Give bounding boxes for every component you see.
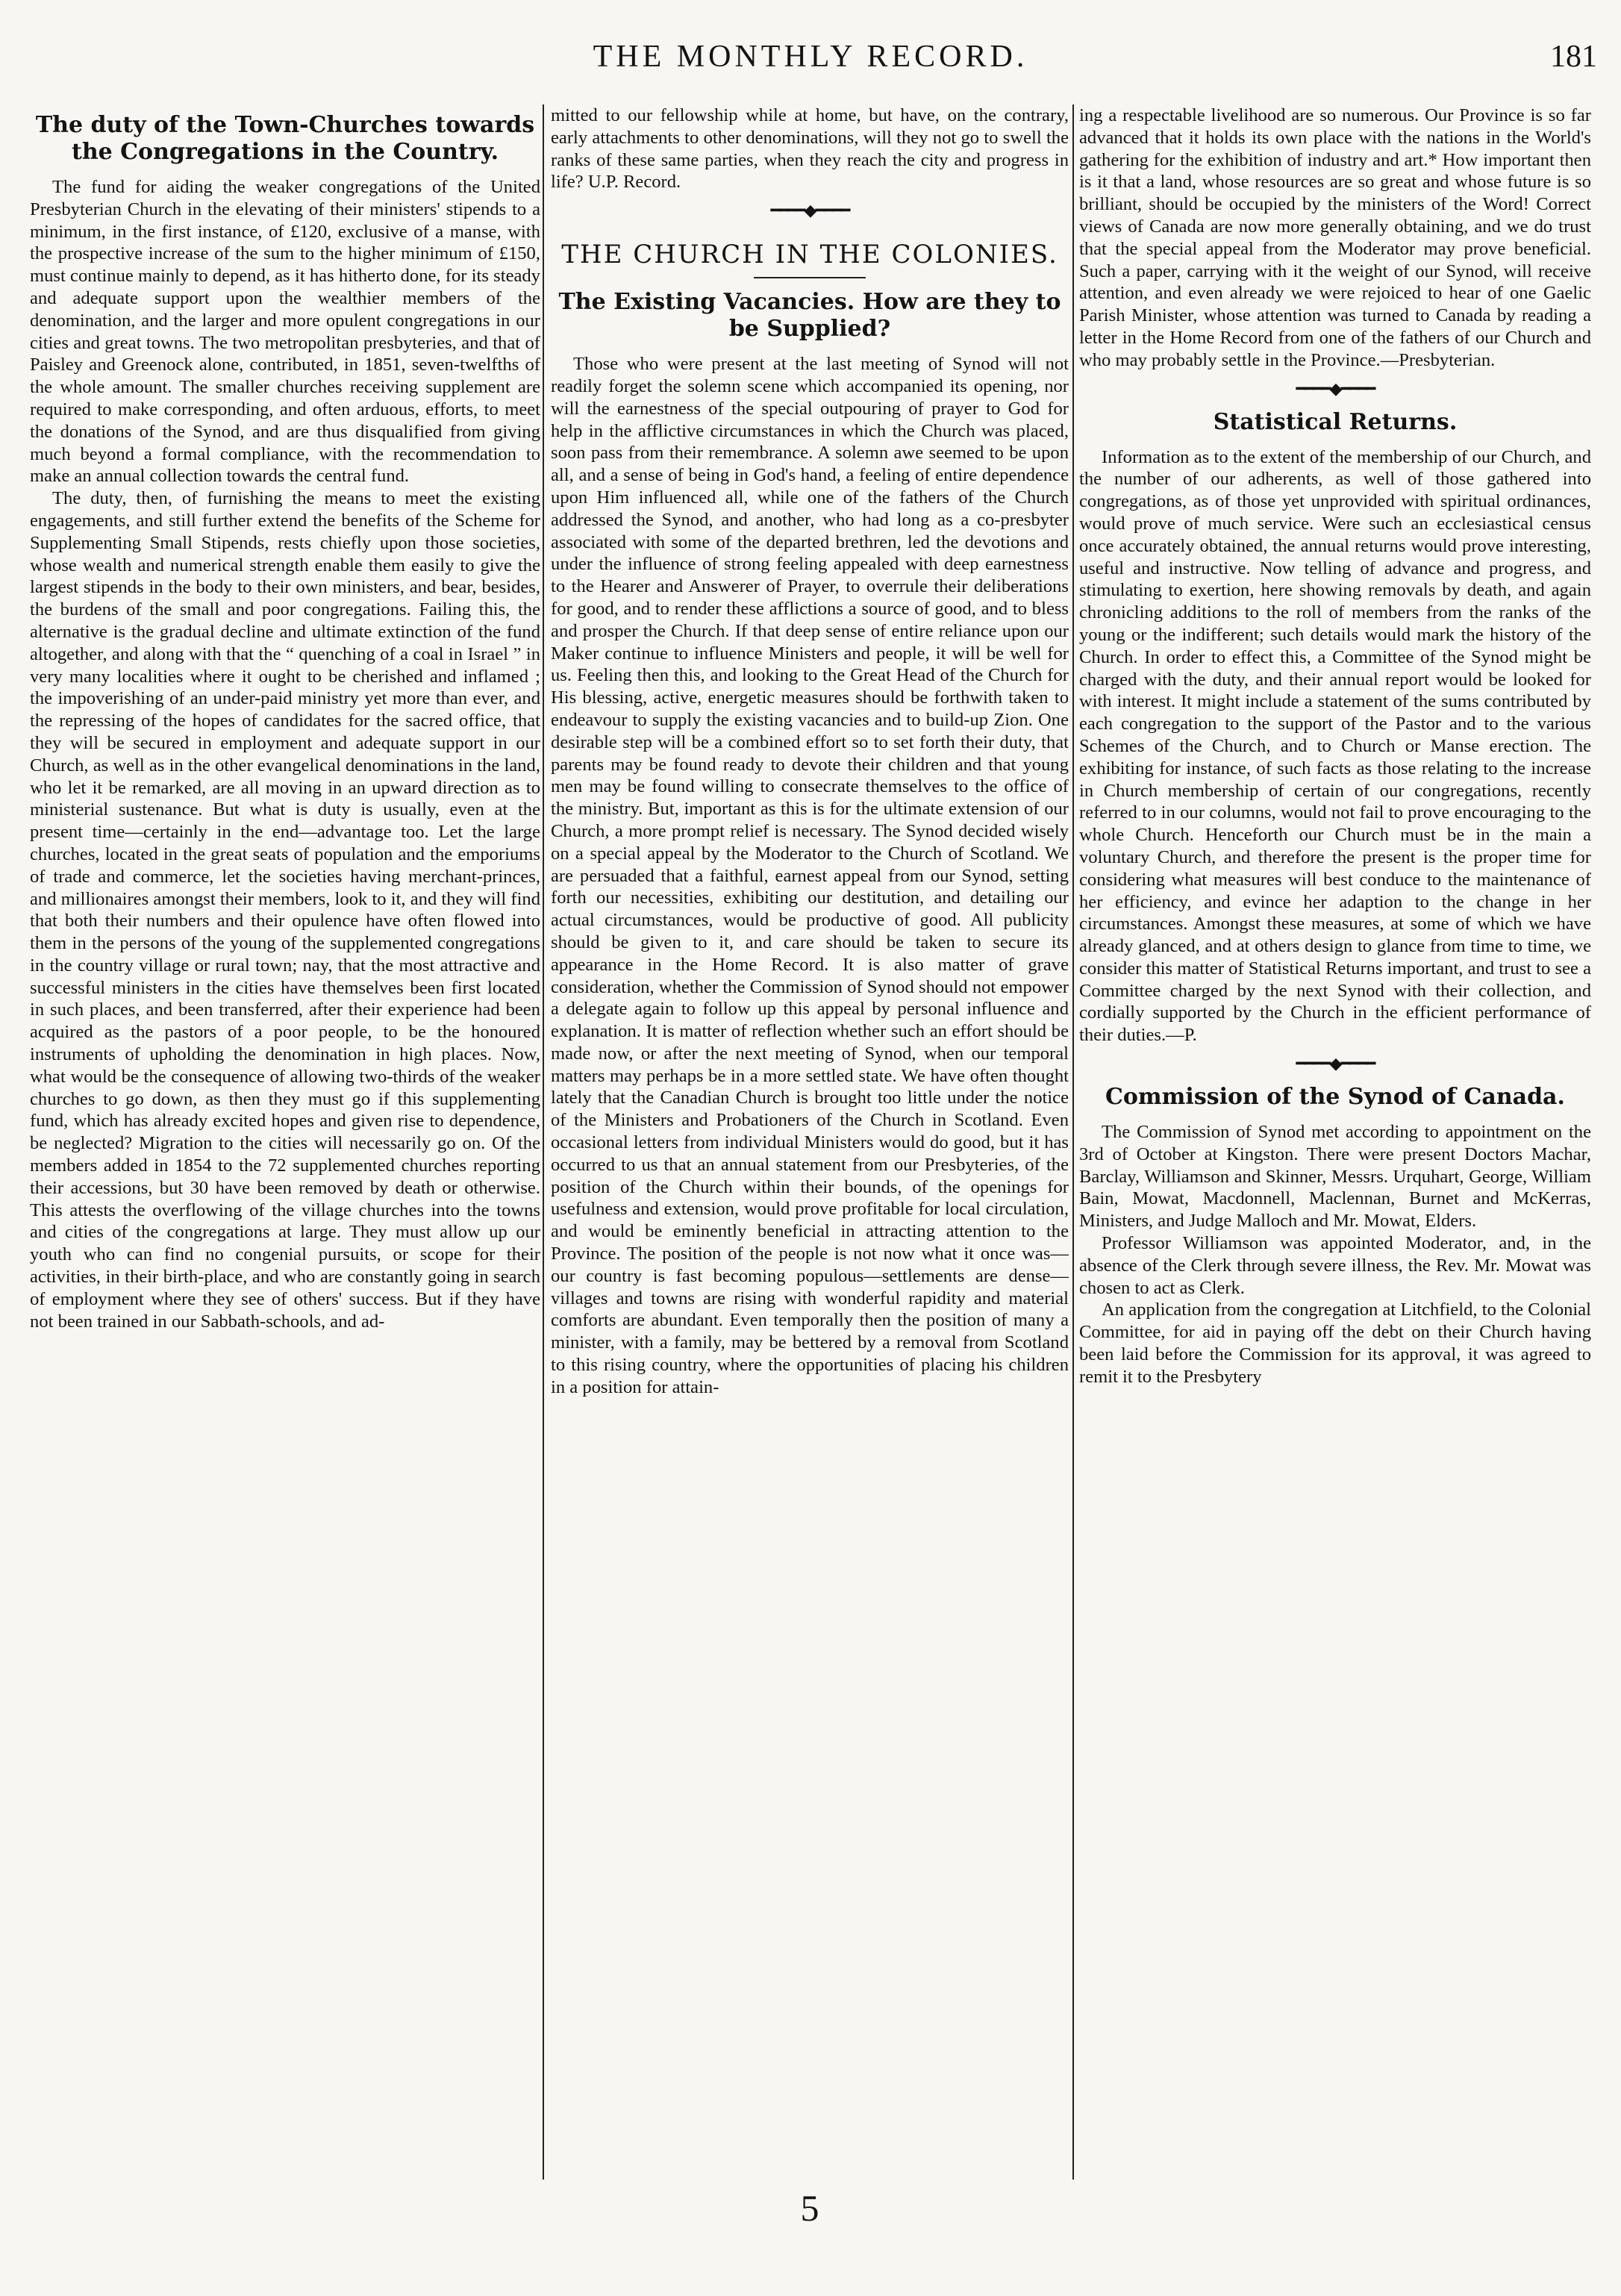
article-title: Commission of the Synod of Canada. bbox=[1105, 1084, 1565, 1111]
section-title: THE CHURCH IN THE COLONIES. bbox=[561, 240, 1058, 270]
ornament-divider: ━━━━◆━━━━ bbox=[1296, 378, 1375, 398]
signature-mark: 5 bbox=[800, 2187, 819, 2229]
paragraph: Information as to the extent of the membership of our Church, and the number of our adherents, as well of those gathered into congregations, as of those yet unprovided with spiritual ordinances, would prove of much service. Were such an ecclesiastical census once accurately obtained, the annual returns would prove interesting, useful and instructive. Now telling of advance and progress, and stimulating to exertion, here showing removals by death, and again chronicling additions to the roll of members from the ranks of the young or the indifferent; such details would mark the history of the Church. In order to effect this, a Committee of the Synod might be charged with the duty, and their annual report would be looked for with interest. It might include a statement of the sums contributed by each congregation to the support of the Pastor and to the various Schemes of the Church, and to Church or Manse erection. The exhibiting for instance, of such facts as those relating to the increase in Church membership of certain of our congregations, recently referred to in our columns, would not fail to prove encouraging to the whole Church. Henceforth our Church must be in the main a voluntary Church, and therefore the present is the proper time for considering what measures will best conduce to the maintenance of her efficiency, and evince her adaption to the change in her circumstances. Amongst these measures, at some of which we have already glanced, and at others design to glance from time to time, we consider this matter of Statistical Returns important, and trust to see a Committee charged by the next Synod with their collection, and cordially supported by the Church in the efficient performance of their duties.—P. bbox=[1079, 446, 1591, 1046]
title-rule bbox=[754, 277, 866, 278]
paragraph: Those who were present at the last meeting of Synod will not readily forget the solemn scene which accompanied its opening, nor will the earnestness of the special outpouring of prayer to God for help in the afflictive circumstances in which the Church was placed, soon pass from their remembrance. A solemn awe seemed to be upon all, and a sense of being in God's hand, a feeling of entire dependence upon Him influenced all, while one of the fathers of the Church addressed the Synod, and another, who had long as a co-presbyter associated with some of the departed brethren, led the devotions and under the influence of strong feeling appealed with deep earnestness to the Hearer and Answerer of Prayer, to overrule their deliberations for good, and to render these afflictions a source of good, and to bless and prosper the Church. If that deep sense of entire reliance upon our Maker continue to influence Ministers and people, it will be well for us. Feeling then this, and looking to the Great Head of the Church for His blessing, active, energetic measures should be forthwith taken to endeavour to supply the existing vacancies and to build-up Zion. One desirable step will be a combined effort so to set forth their duty, that parents may be found ready to devote their children and that young men may be found willing to consecrate themselves to the office of the ministry. But, important as this is for the ultimate extension of our Church, a more prompt relief is necessary. The Synod decided wisely on a special appeal by the Moderator to the Church of Scotland. We are persuaded that a faithful, earnest appeal from our Synod, setting forth our necessities, exhibiting our destitution, and detailing our actual circumstances, would be productive of good. All publicity should be given to it, and care should be taken to secure its appearance in the Home Record. It is also matter of grave consideration, whether the Commission of Synod should not empower a delegate again to follow up this appeal by personal influence and explanation. It is matter of reflection whether such an effort should be made now, or after the next meeting of Synod, when our temporal matters may perhaps be in a more settled state. We have often thought lately that the Canadian Church is brought too little under the notice of the Ministers and Probationers of the Church in Scotland. Even occasional letters from individual Ministers would do good, but it has occurred to us that an annual statement from our Presbyteries, of the position of the Church within their bounds, of the openings for usefulness and extension, would prove profitable for local circulation, and would be eminently beneficial in attracting attention to the Province. The position of the people is not now what it once was—our country is fast becoming populous—settlements are dense—villages and towns are rising with wonderful rapidity and material comforts are abundant. Even temporally then the position of many a minister, with a family, may be bettered by a removal from Scotland to this rising country, where the opportunities of placing his children in a position for attain- bbox=[551, 354, 1069, 1397]
continued-paragraph: mitted to our fellowship while at home, but have, on the contrary, early attachments to other denominations, will they not go to swell the ranks of these same parties, when they reach the city and progress in life? U.P. Record. bbox=[551, 105, 1069, 193]
paragraph: The duty, then, of furnishing the means to meet the existing engagements, and still further extend the benefits of the Scheme for Supplementing Small Stipends, rests chiefly upon those societies, whose wealth and numerical strength enable them easily to give the largest stipends in the body to their own ministers, and bear, besides, the burdens of the small and poor congregations. Failing this, the alternative is the gradual decline and ultimate extinction of the fund altogether, and along with that the “ quenching of a coal in Israel ” in very many localities where it ought to be cherished and inflamed ; the impoverishing of an under-paid ministry yet more than ever, and the repressing of the hopes of candidates for the sacred office, that they will be secured in employment and adequate support in our Church, as well as in the other evangelical denominations in the land, who let it be remarked, are all moving in an upward direction as to ministerial sustenance. But what is duty is usually, even at the present time—certainly in the end—advantage too. Let the large churches, located in the great seats of population and the emporiums of trade and commerce, let the societies having merchant-princes, and millionaires amongst their members, look to it, and they will find that both their numbers and their opulence have often flowed into them in the persons of the young of the supplemented congregations in the country village or rural town; nay, that the most attractive and successful ministers in the cities have themselves been first located in such places, and been transferred, after their experience had been acquired as the pastors of a poor people, to be the honoured instruments of upholding the denomination in high places. Now, what would be the consequence of allowing two-thirds of the weaker churches to go down, as then they must go if this supplementing fund, which has already excited hopes and given rise to dependence, be neglected? Migration to the cities will necessarily go on. Of the members added in 1854 to the 72 supplemented churches reporting their accessions, but 30 have been removed by death or otherwise. This attests the overflowing of the village churches into the towns and cities of the congregations at large. They must allow up our youth who can find no congenial pursuits, or scope for their activities, in their birth-place, and who are constantly going in search of employment where they see of others' success. But if they have not been trained in our Sabbath-schools, and ad- bbox=[30, 488, 540, 1332]
paragraph: An application from the congregation at Litchfield, to the Colonial Committee, for aid in paying off the debt on their Church having been laid before the Commission for its approval, it was agreed to remit it to the Presbytery bbox=[1079, 1300, 1591, 1387]
continued-paragraph: ing a respectable livelihood are so numerous. Our Province is so far advanced that it holds its own place with the nations in the World's gathering for the exhibition of industry and art.* How important then is it that a land, whose resources are so great and whose future is so brilliant, should be occupied by the ministers of the Word! Correct views of Canada are now more generally obtaining, and we do trust that the special appeal from the Moderator may prove beneficial. Such a paper, carrying with it the weight of our Synod, will receive attention, and even already we were rejoiced to hear of one Gaelic Parish Minister, whose attention was turned to Canada by reading a letter in the Home Record from one of the fathers of our Church and who may probably settle in the Province.—Presbyterian. bbox=[1079, 105, 1591, 370]
paragraph: The Commission of Synod met according to appointment on the 3rd of October at Kingston. There were present Doctors Machar, Barclay, Williamson and Skinner, Messrs. Urquhart, George, William Bain, Mowat, Macdonnell, Maclennan, Burnet and McKerras, Ministers, and Judge Malloch and Mr. Mowat, Elders. bbox=[1079, 1122, 1591, 1232]
ornament-divider: ━━━━◆━━━━ bbox=[770, 201, 849, 220]
article-title: The Existing Vacancies. How are they to be Supplied? bbox=[558, 289, 1061, 343]
running-title: THE MONTHLY RECORD. bbox=[593, 40, 1028, 74]
column-rule bbox=[1072, 104, 1074, 2180]
paragraph: The fund for aiding the weaker congregations of the United Presbyterian Church in the elevating of their ministers' stipends to a minimum, in the first instance, of £120, exclusive of a manse, with the prospective increase of the sum to the higher minimum of £150, must continue mainly to depend, as it has hitherto done, for its steady and adequate support upon the wealthier members of the denomination, and the larger and more opulent congregations in our cities and great towns. The two metropolitan presbyteries, and that of Paisley and Greenock alone, contributed, in 1851, seven-twelfths of the whole amount. The smaller churches receiving supplement are required to make corresponding, and often arduous, efforts, to meet the donations of the Synod, and are thus disqualified from giving much beyond a formal compliance, with the recommendation to make an annual collection towards the central fund. bbox=[30, 177, 540, 487]
article-title: The duty of the Town-Churches towards the Congregations in the Country. bbox=[35, 112, 535, 165]
ornament-divider: ━━━━◆━━━━ bbox=[1296, 1054, 1375, 1073]
column-rule bbox=[543, 104, 544, 2180]
paragraph: Professor Williamson was appointed Moderator, and, in the absence of the Clerk through severe illness, the Rev. Mr. Mowat was chosen to act as Clerk. bbox=[1079, 1233, 1591, 1298]
article-title: Statistical Returns. bbox=[1213, 408, 1458, 435]
column-right bbox=[1079, 104, 1591, 2172]
column-middle bbox=[551, 104, 1069, 2172]
column-left bbox=[30, 104, 540, 2172]
page-number: 181 bbox=[1550, 40, 1597, 74]
